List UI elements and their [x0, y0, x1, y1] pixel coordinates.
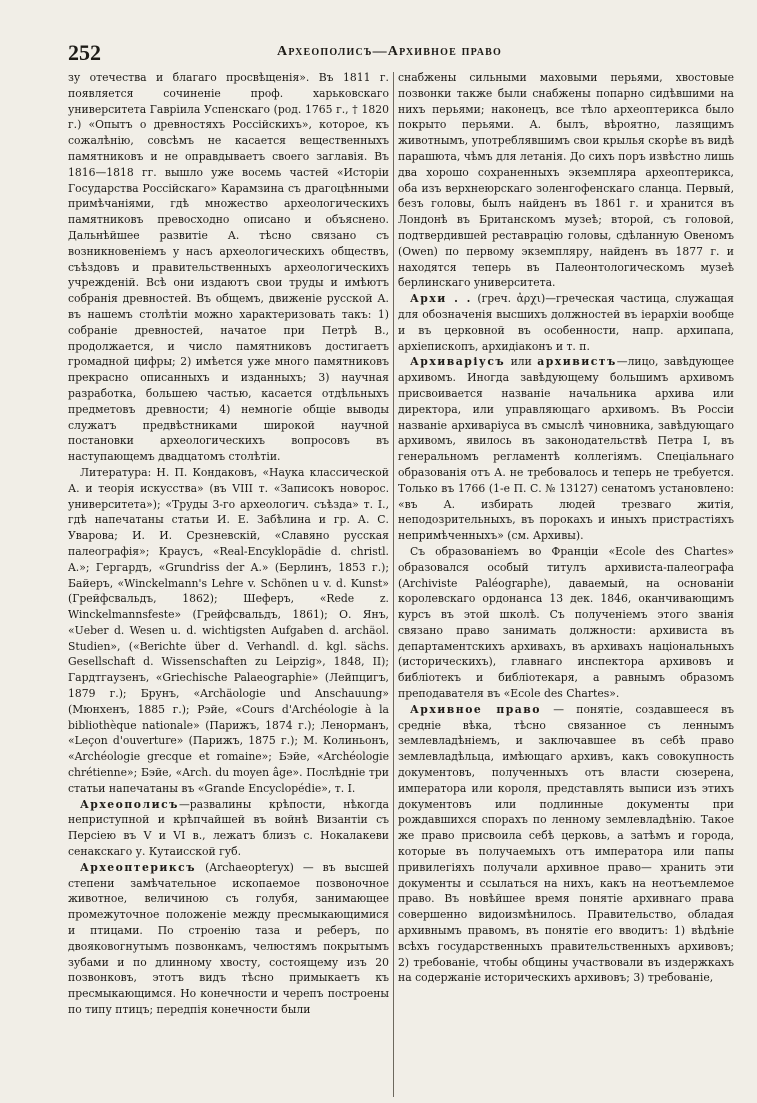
entry-archaeopolis-text: —развалины крѣпости, нѣкогда неприступной и крѣпчайшей въ войнѣ Византіи съ Персіею въ V и VI в., лежатъ близъ с. Нокалакеви сенакскаго у. Кутаисской губ. — [68, 797, 389, 859]
entry-archivarius-text: —лицо, завѣдующее архивомъ. Иногда завѣдующему большимъ архивомъ присвоивается названіе начальника архива или директора, или управляющаго архивомъ. Въ Россіи названіе архиваріуса въ смыслѣ чиновника, завѣдующаго архивомъ, явилось въ законодательствѣ Петра I, въ генеральномъ регламентѣ коллегіямъ. Спеціальнаго образованія отъ А. не требовалось и теперь не требуется. Только въ 1766 (1-е П. С. № 13127) сенатомъ установлено: «въ А. избирать людей трезваго житія, неподозрительныхъ, въ порокахъ и иныхъ пристрастіяхъ непримѣченныхъ» (см. Архивы). — [398, 355, 734, 543]
paragraph-archaeology-history: зу отечества и благаго просвѣщенія». Въ 1811 г. появляется сочиненіе проф. харьковскаго университета Гавріила Успенскаго (род. 1765 г., † 1820 г.) «Опытъ о древностяхъ Россійскихъ», которое, къ сожалѣнію, совсѣмъ не касается вещественныхъ памятниковъ и не оправдываетъ своего заглавія. Въ 1816—1818 гг. вышло уже восемь частей «Исторіи Государства Россійскаго» Карамзина съ драгоцѣнными примѣчаніями, гдѣ множество археологическихъ памятниковъ превосходно описано и объяснено. Дальнѣйшее развитіе А. тѣсно связано съ возникновеніемъ у насъ археологическихъ обществъ, съѣздовъ и правительственныхъ археологическихъ учрежденій. Всѣ они издаютъ свои труды и имѣютъ собранія древностей. Въ общемъ, движеніе русской А. въ нашемъ столѣтіи можно характеризовать такъ: 1) собраніе древностей, начатое при Петрѣ В., продолжается, и число памятниковъ достигаетъ громадной цифры; 2) имѣется уже много памятниковъ прекрасно описанныхъ и изданныхъ; 3) научная разработка, большею частью, касается отдѣльныхъ предметовъ древности; 4) немногіе общіе выводы служатъ предвѣстниками широкой научной постановки археологическихъ вопросовъ въ наступающемъ двадцатомъ столѣтіи. — [68, 71, 389, 464]
entry-archivarius-or: или — [505, 355, 538, 369]
page-header — [62, 38, 717, 68]
entry-archi-text: (греч. ἀρχι)—греческая частица, служащая для обозначенія высшихъ должностей въ іерархіи вообще и въ церковной въ особенности, напр. архипапа, архіепископъ, архидіаконъ и т. п. — [398, 292, 734, 353]
entry-archaeopteryx-text: (Archaeopteryx) — въ высшей степени замѣчательное ископаемое позвоночное животное, величиною съ голубя, занимающее промежуточное положеніе между пресмыкающимися и птицами. По строенію таза и реберъ, по двояковогнутымъ позвонкамъ, челюстямъ покрытымъ зубами и по длинному хвосту, состоящему изъ 20 позвонковъ, этотъ видъ тѣсно примыкаетъ къ пресмыкающимся. Но конечности и черепъ построены по типу птицъ; передпія конечности были — [68, 860, 389, 1017]
entry-archivarius — [398, 354, 734, 544]
page-number: 252 — [68, 40, 101, 65]
headword-archaeopteryx: Археоптериксъ — [80, 860, 197, 874]
entry-archival-law — [398, 702, 734, 986]
running-title: Археополисъ—Архивное право — [277, 44, 502, 59]
headword-archival-law: Архивное право — [410, 702, 541, 716]
column-divider — [393, 72, 394, 1097]
entry-archival-law-text: — понятіе, создавшееся въ средніе вѣка, тѣсно связанное съ леннымъ землевладѣніемъ, и заключавшее въ себѣ право землевладѣльца, имѣющаго архивъ, какъ совокупность документовъ, полученныхъ отъ власти сюзерена, императора или короля, представлять выписи изъ этихъ документовъ или подлинные документы при рождавшихся спорахъ по ленному землевладѣнію. Такое же право присвоила себѣ церковь, а затѣмъ и города, которые въ получаемыхъ отъ императора или папы привилегіяхъ получали архивное право— хранить эти документы и ссылаться на нихъ, какъ на неотъемлемое право. Въ новѣйшее время понятіе архивнаго права совершенно видоизмѣнилось. Правительство, обладая архивнымъ правомъ, въ понятіе его вводитъ: 1) вѣдѣніе всѣхъ государственныхъ правительственныхъ архивовъ; 2) требованіе, чтобы общины участвовали въ издержкахъ на содержаніе историческихъ архивовъ; 3) требованіе, — [398, 702, 734, 985]
headword-archivist: архивистъ — [537, 355, 617, 369]
headword-archivarius: Архиваріусъ — [410, 355, 506, 369]
left-column — [68, 70, 389, 1097]
paragraph-literature: Литература: Н. П. Кондаковъ, «Наука классической А. и теорія искусства» (въ VIII т. «Записокъ новорос. университета»); «Труды 3-го археологич. съѣзда» т. I., гдѣ напечатаны статьи И. Е. Забѣлина и гр. А. С. Уварова; И. И. Срезневскій, «Славяно русская палеографія»; Краусъ, «Real-Encyklopädie d. christl. A.»; Гергардъ, «Grundriss der A.» (Берлинъ, 1853 г.); Байеръ, «Winckelmann's Lehre v. Schönen u v. d. Kunst» (Грейфсвальдъ, 1862); Шеферъ, «Rede z. Winckelmannsfeste» (Грейфсвальдъ, 1861); О. Янъ, «Ueber d. Wesen u. d. wichtigsten Aufgaben d. archäol. Studien», («Berichte über d. Verhandl. d. kgl. sächs. Gesellschaft d. Wissenschaften zu Leipzig», 1848, II); Гардтгаузенъ, «Griechische Palaeographie» (Лейпцигъ, 1879 г.); Брунъ, «Archäologie und Anschauung» (Мюнхенъ, 1885 г.); Рэйе, «Cours d'Archéologie à la bibliothèque nationale» (Парижъ, 1874 г.); Ленорманъ, «Leçon d'ouverture» (Парижъ, 1875 г.); М. Колиньонъ, «Archéologie grecque et romaine»; Бэйе, «Archéologie chrétienne»; Бэйе, «Arch. du moyen âge». Послѣдніе три статьи напечатаны въ «Grande Encyclopédie», т. I. — [68, 465, 389, 795]
paragraph-archaeopteryx-continued: снабжены сильными маховыми перьями, хвостовые позвонки также были снабжены попарно сидѣвшими на нихъ перьями; наконецъ, все тѣло археоптерикса было покрыто перьями. А. былъ, вѣроятно, лазящимъ животнымъ, употреблявшимъ свои крылья скорѣе въ видѣ парашюта, чѣмъ для летанія. До сихъ поръ извѣстно лишь два хорошо сохраненныхъ экземпляра археоптерикса, оба изъ верхнеюрскаго золенгофенскаго сланца. Первый, безъ головы, былъ найденъ въ 1861 г. и хранится въ Лондонѣ въ Британскомъ музеѣ; второй, съ головой, подтвердившей реставрацію головы, сдѣланную Овеномъ (Owen) по первому экземпляру, найденъ въ 1877 г. и находятся теперь въ Палеонтологическомъ музеѣ берлинскаго университета. — [398, 71, 734, 290]
entry-archi — [398, 291, 734, 354]
entry-archaeopolis — [68, 797, 389, 860]
right-column — [398, 70, 734, 1097]
paragraph-ecole-des-chartes: Съ образованіемъ во Франціи «Ecole des Chartes» образовался особый титулъ архивиста-палеографа (Archiviste Paléographe), даваемый, на основаніи королевскаго ордонанса 13 дек. 1846, оканчивающимъ курсъ въ этой школѣ. Съ полученіемъ этого званія связано право занимать должности: архивиста въ департаментскихъ архивахъ, въ архивахъ національныхъ (историческихъ), главнаго инспектора архивовъ и библіотекъ и библіотекаря, а равнымъ образомъ преподавателя въ «Ecole des Chartes». — [398, 544, 734, 701]
headword-archi: Архи . . — [410, 292, 472, 306]
headword-archaeopolis: Археополисъ — [80, 797, 179, 811]
entry-archaeopteryx — [68, 860, 389, 1018]
